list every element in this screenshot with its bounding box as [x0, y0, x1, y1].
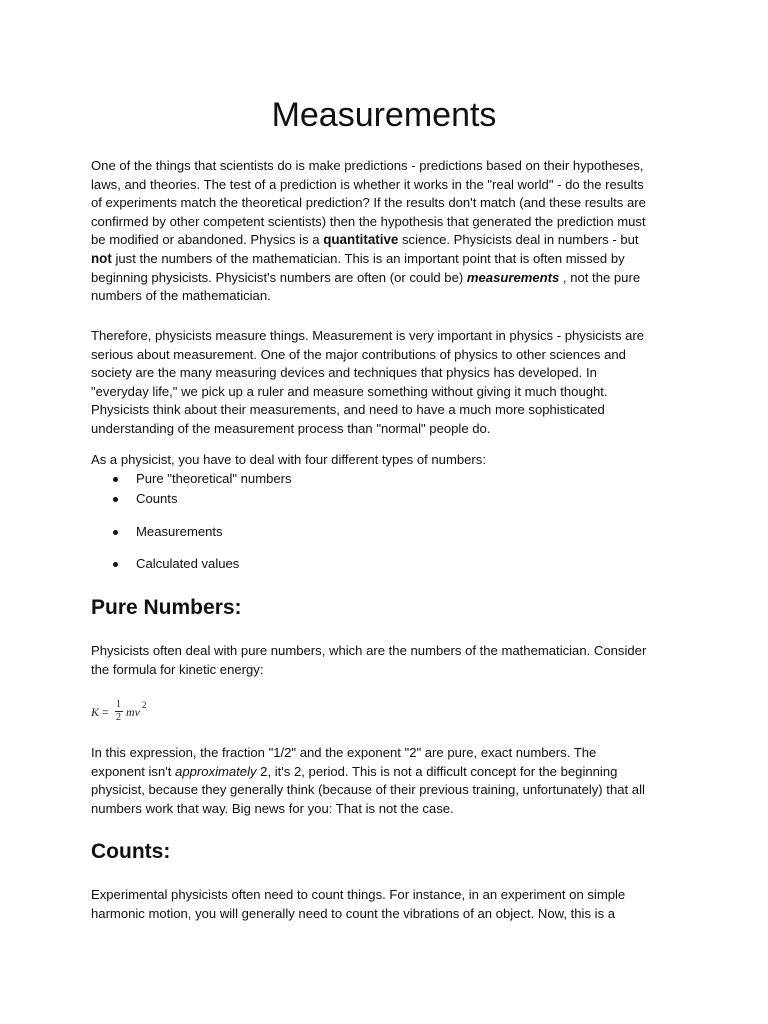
text-run: , not the pure	[559, 269, 641, 285]
pure-numbers-heading: Pure Numbers:	[91, 596, 242, 619]
text-line: Physicists often deal with pure numbers, which are the numbers of the mathematician. Consider	[91, 643, 647, 658]
pure-numbers-paragraph	[91, 642, 691, 679]
bullet-icon	[113, 497, 118, 502]
text-run: be modified or abandoned. Physics is a	[91, 232, 324, 248]
bullet-icon	[113, 530, 118, 535]
approximately-italic: approximately	[175, 763, 257, 779]
text-line: numbers work that way. Big news for you: That is not the case.	[91, 800, 454, 816]
text-line: Physicists think about their measurements, and need to have a much more sophisticated	[91, 402, 605, 418]
measurement-paragraph	[91, 327, 691, 439]
text-line: of experiments match the theoretical prediction? If the results don't match (and these results are	[91, 195, 646, 211]
intro-paragraph	[91, 157, 691, 306]
text-line: laws, and theories. The test of a prediction is whether it works in the "real world" - do the results	[91, 176, 644, 192]
text-run: just the numbers of the mathematician. This is an important point that is often missed by	[111, 250, 625, 266]
document-page: Measurements One of the things that scientists do is make predictions - predictions based on their hypotheses, laws, and theories. The test of a prediction is whether it works in the "real world" - do the results of experiments match the theoretical prediction? If the results don't match (and these results are confirmed by other competent scientists) then the hypothesis that generated the prediction must be modified or abandoned. Physics is a quantitative science. Physicists deal in numbers - but not just the numbers of the mathematician. This is an important point that is often missed by beginning physicists. Physicist's numbers are often (or could be) measurements , not the pure numbers of the mathematician. Therefore, physicists measure things. Measurement is very important in physics - physicists are serious about measurement. One of the major contributions of physics to other sciences and society are the many measuring devices and techniques that physics has developed. In "everyday life," we pick up a ruler and measure something without giving it much thought. Physicists think about their measurements, and need to have a much more sophisticated understanding of the measurement process than "normal" people do. As a physicist, you have to deal with four different types of numbers: Pure "theoretical" numbers Counts Measurements Calculated values Pure Numbers: Physicists often deal with pure numbers, which are the numbers of the mathematician. Consider the formula for kinetic energy: K = 1 2 mv 2 In this expression, the fraction "1/2" and the exponent "2" are pure, exact numbers. The exponent isn't approximately 2, it's 2, period. This is not a difficult concept for the beginning physicist, because they generally think (because of their previous training, unfortunately) that all numbers work that way. Big news for you: That is not the case. Counts: Experimental physicists often need to count things. For instance, in an experiment on simple harmonic motion, you will generally need to count the vibrations of an object. Now, this is a	[0, 0, 768, 1024]
formula-exponent: 2	[142, 700, 147, 710]
kinetic-energy-formula	[91, 701, 161, 727]
text-line: As a physicist, you have to deal with four different types of numbers:	[91, 452, 486, 467]
text-line: In this expression, the fraction "1/2" and the exponent "2" are pure, exact numbers. The	[91, 745, 597, 760]
text-line: harmonic motion, you will generally need to count the vibrations of an object. Now, this is a	[91, 905, 616, 921]
pure-numbers-explanation	[91, 744, 691, 818]
bullet-icon	[113, 562, 118, 567]
text-line	[91, 763, 691, 782]
text-run: 2, it's 2, period. This is not a difficult concept for the beginning	[256, 763, 618, 779]
counts-heading: Counts:	[91, 840, 171, 863]
formula-numerator: 1	[116, 699, 121, 710]
text-run: science. Physicists deal in numbers - but	[398, 232, 639, 248]
formula-mv: mv	[126, 705, 140, 719]
text-line	[91, 269, 691, 288]
text-line: the formula for kinetic energy:	[91, 661, 264, 677]
text-run: beginning physicists. Physicist's numbers are often (or could be)	[91, 269, 467, 285]
text-line: physicist, because they generally think (because of their previous training, unfortunately) that all	[91, 782, 645, 798]
text-line: numbers of the mathematician.	[91, 288, 271, 304]
text-line: society are the many measuring devices and techniques that physics has developed. In	[91, 365, 597, 381]
bullet-icon	[113, 477, 118, 482]
text-line	[91, 231, 691, 250]
text-line: One of the things that scientists do is make predictions - predictions based on their hypotheses,	[91, 158, 644, 173]
measurements-emphasis: measurements	[466, 269, 560, 285]
text-line	[91, 250, 691, 269]
counts-paragraph	[91, 886, 691, 923]
page-title: Measurements	[271, 96, 497, 134]
text-line: understanding of the measurement process than "normal" people do.	[91, 420, 491, 436]
formula-k: K	[91, 705, 100, 719]
text-line: Experimental physicists often need to count things. For instance, in an experiment on simple	[91, 887, 626, 902]
quantitative-bold: quantitative	[323, 232, 399, 248]
text-line: confirmed by other competent scientists) then the hypothesis that generated the prediction must	[91, 213, 646, 229]
not-bold: not	[91, 250, 112, 266]
text-line: serious about measurement. One of the major contributions of physics to other sciences and	[91, 346, 626, 362]
formula-denominator: 2	[116, 712, 121, 723]
types-intro	[91, 451, 691, 470]
text-run: exponent isn't	[91, 763, 176, 779]
text-line: "everyday life," we pick up a ruler and measure something without giving it much thought.	[91, 383, 608, 399]
formula-equals: =	[102, 705, 109, 719]
text-line: Therefore, physicists measure things. Measurement is very important in physics - physicists are	[91, 328, 645, 343]
